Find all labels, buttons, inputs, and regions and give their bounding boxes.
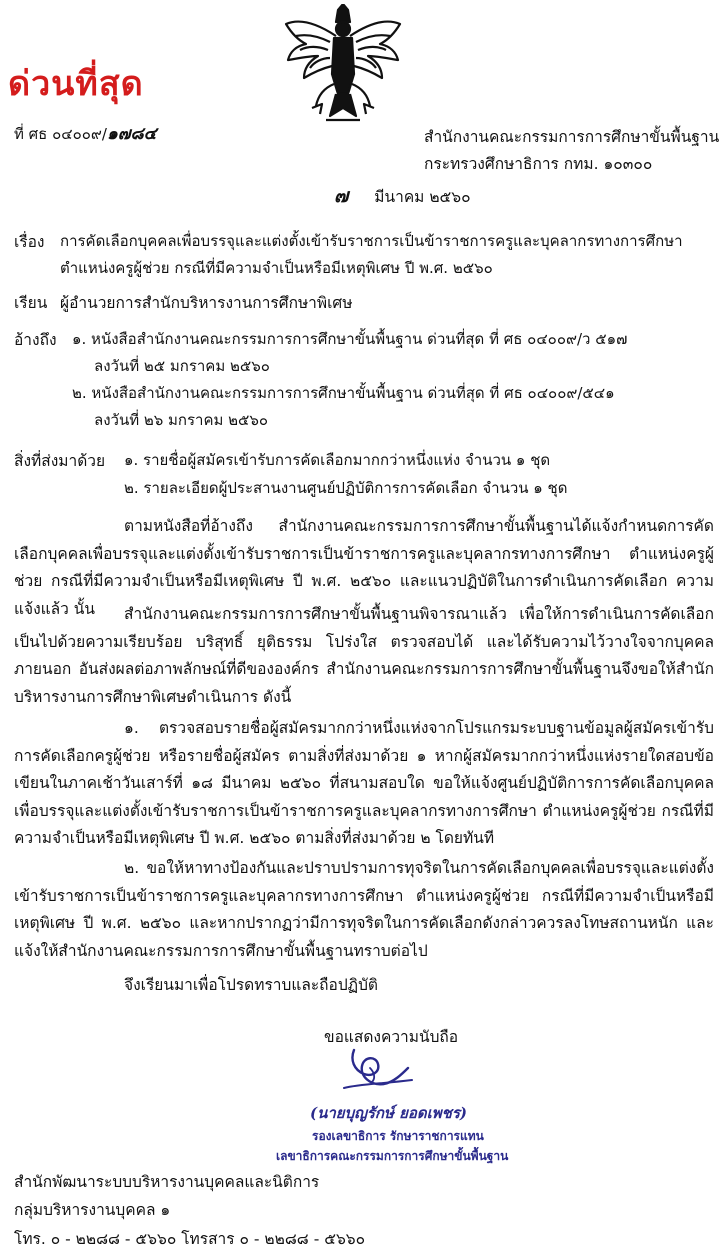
body-paragraph-3: ๑. ตรวจสอบรายชื่อผู้สมัครมากกว่าหนึ่งแห่งจากโปรแกรมระบบฐานข้อมูลผู้สมัครเข้ารับการคัดเลือกครูผู้ช่วย หรือรายชื่อผู้สมัคร ตามสิ่งที่ส่งมาด้วย ๑ หากผู้สมัครมากกว่าหนึ่งแห่งรายใดสอบข้อเขียนในภาคเช้าวันเสาร์ที่ ๑๘ มีนาคม ๒๕๖๐ ที่สนามสอบใด ขอให้แจ้งศูนย์ปฏิบัติการการคัดเลือกบุคคลเพื่อบรรจุและแต่งตั้งเข้ารับราชการเป็นข้าราชการครูและบุคลากรทางการศึกษา ตำแหน่งครูผู้ช่วย กรณีที่มีความจำเป็นหรือมีเหตุพิเศษ ปี พ.ศ. ๒๕๖๐ ตามสิ่งที่ส่งมาด้วย ๒ โดยทันที bbox=[14, 719, 714, 847]
urgency-stamp: ด่วนที่สุด bbox=[8, 64, 144, 104]
enclosures-label: สิ่งที่ส่งมาด้วย bbox=[14, 452, 106, 470]
subject-line-2: ตำแหน่งครูผู้ช่วย กรณีที่มีความจำเป็นหรือมีเหตุพิเศษ ปี พ.ศ. ๒๕๖๐ bbox=[60, 259, 493, 277]
office-line-1: สำนักงานคณะกรรมการการศึกษาขั้นพื้นฐาน bbox=[424, 128, 720, 146]
body-paragraph-4: ๒. ขอให้หาทางป้องกันและปราบปรามการทุจริตในการคัดเลือกบุคคลเพื่อบรรจุและแต่งตั้งเข้ารับราชการเป็นข้าราชการครูและบุคลากรทางการศึกษา ตำแหน่งครูผู้ช่วย กรณีที่มีความจำเป็นหรือมีเหตุพิเศษ ปี พ.ศ. ๒๕๖๐ และหากปรากฏว่ามีการทุจริตในการคัดเลือกดังกล่าวควรลงโทษสถานหนัก และแจ้งให้สำนักงานคณะกรรมการการศึกษาขั้นพื้นฐานทราบต่อไป bbox=[14, 859, 714, 960]
subject-label: เรื่อง bbox=[14, 233, 45, 251]
date-day-handwritten: ๗ bbox=[334, 185, 349, 207]
footer-division: กลุ่มบริหารงานบุคคล ๑ bbox=[14, 1201, 171, 1219]
reference-handwritten: ๑๗๘๔ bbox=[106, 124, 157, 144]
ref-item-2-line-1: ๒. หนังสือสำนักงานคณะกรรมการการศึกษาขั้นพื้นฐาน ด่วนที่สุด ที่ ศธ ๐๔๐๐๙/๕๔๑ bbox=[72, 384, 615, 402]
ref-item-1-line-2: ลงวันที่ ๒๕ มกราคม ๒๕๖๐ bbox=[94, 357, 270, 375]
reference-prefix: ที่ ศธ ๐๔๐๐๙/ bbox=[14, 125, 107, 143]
to-label: เรียน bbox=[14, 294, 48, 312]
ref-item-2-line-2: ลงวันที่ ๒๖ มกราคม ๒๕๖๐ bbox=[94, 411, 269, 429]
body-paragraph-1: ตามหนังสือที่อ้างถึง สำนักงานคณะกรรมการการศึกษาขั้นพื้นฐานได้แจ้งกำหนดการคัดเลือกบุคคลเพื่อบรรจุและแต่งตั้งเข้ารับราชการเป็นข้าราชการครูและบุคลากรทางการศึกษา ตำแหน่งครูผู้ช่วย กรณีที่มีความจำเป็นหรือมีเหตุพิเศษ ปี พ.ศ. ๒๕๖๐ และแนวปฏิบัติในการดำเนินการคัดเลือก ความแจ้งแล้ว นั้น bbox=[14, 517, 714, 618]
enclosure-item-2: ๒. รายละเอียดผู้ประสานงานศูนย์ปฏิบัติการการคัดเลือก จำนวน ๑ ชุด bbox=[124, 479, 568, 497]
handwritten-signature-icon bbox=[336, 1044, 416, 1098]
signatory-position-2: เลขาธิการคณะกรรมการการศึกษาขั้นพื้นฐาน bbox=[276, 1149, 509, 1163]
reference-number bbox=[14, 120, 157, 147]
footer-phone: โทร. ๐ - ๒๒๘๘ - ๕๖๖๐ โทรสาร ๐ - ๒๒๘๘ - ๕๖๖๐ bbox=[14, 1230, 366, 1248]
subject-line-1: การคัดเลือกบุคคลเพื่อบรรจุและแต่งตั้งเข้ารับราชการเป็นข้าราชการครูและบุคลากรทางการศึกษา bbox=[60, 232, 683, 250]
garuda-emblem-icon bbox=[278, 4, 408, 126]
to-text: ผู้อำนวยการสำนักบริหารงานการศึกษาพิเศษ bbox=[60, 294, 353, 312]
enclosure-item-1: ๑. รายชื่อผู้สมัครเข้ารับการคัดเลือกมากกว่าหนึ่งแห่ง จำนวน ๑ ชุด bbox=[124, 451, 551, 469]
respect-line: ขอแสดงความนับถือ bbox=[324, 1028, 459, 1046]
ref-item-1-line-1: ๑. หนังสือสำนักงานคณะกรรมการการศึกษาขั้นพื้นฐาน ด่วนที่สุด ที่ ศธ ๐๔๐๐๙/ว ๕๑๗ bbox=[72, 330, 628, 348]
closing-line: จึงเรียนมาเพื่อโปรดทราบและถือปฏิบัติ bbox=[124, 976, 378, 994]
letter-date bbox=[334, 181, 471, 211]
refs-label: อ้างถึง bbox=[14, 331, 57, 349]
office-line-2: กระทรวงศึกษาธิการ กทม. ๑๐๓๐๐ bbox=[424, 155, 653, 173]
signatory-position-1: รองเลขาธิการ รักษาราชการแทน bbox=[312, 1129, 484, 1143]
body-paragraph-2: สำนักงานคณะกรรมการการศึกษาขั้นพื้นฐานพิจารณาแล้ว เพื่อให้การดำเนินการคัดเลือกเป็นไปด้วยความเรียบร้อย บริสุทธิ์ ยุติธรรม โปร่งใส ตรวจสอบได้ และได้รับความไว้วางใจจากบุคคลภายนอก อันส่งผลต่อภาพลักษณ์ที่ดีขององค์กร สำนักงานคณะกรรมการการศึกษาขั้นพื้นฐานจึงขอให้สำนักบริหารงานการศึกษาพิเศษดำเนินการ ดังนี้ bbox=[14, 605, 714, 706]
date-rest: มีนาคม ๒๕๖๐ bbox=[374, 188, 471, 206]
signatory-name: (นายบุญรักษ์ ยอดเพชร) bbox=[310, 1104, 468, 1122]
footer-office: สำนักพัฒนาระบบบริหารงานบุคคลและนิติการ bbox=[14, 1173, 320, 1191]
